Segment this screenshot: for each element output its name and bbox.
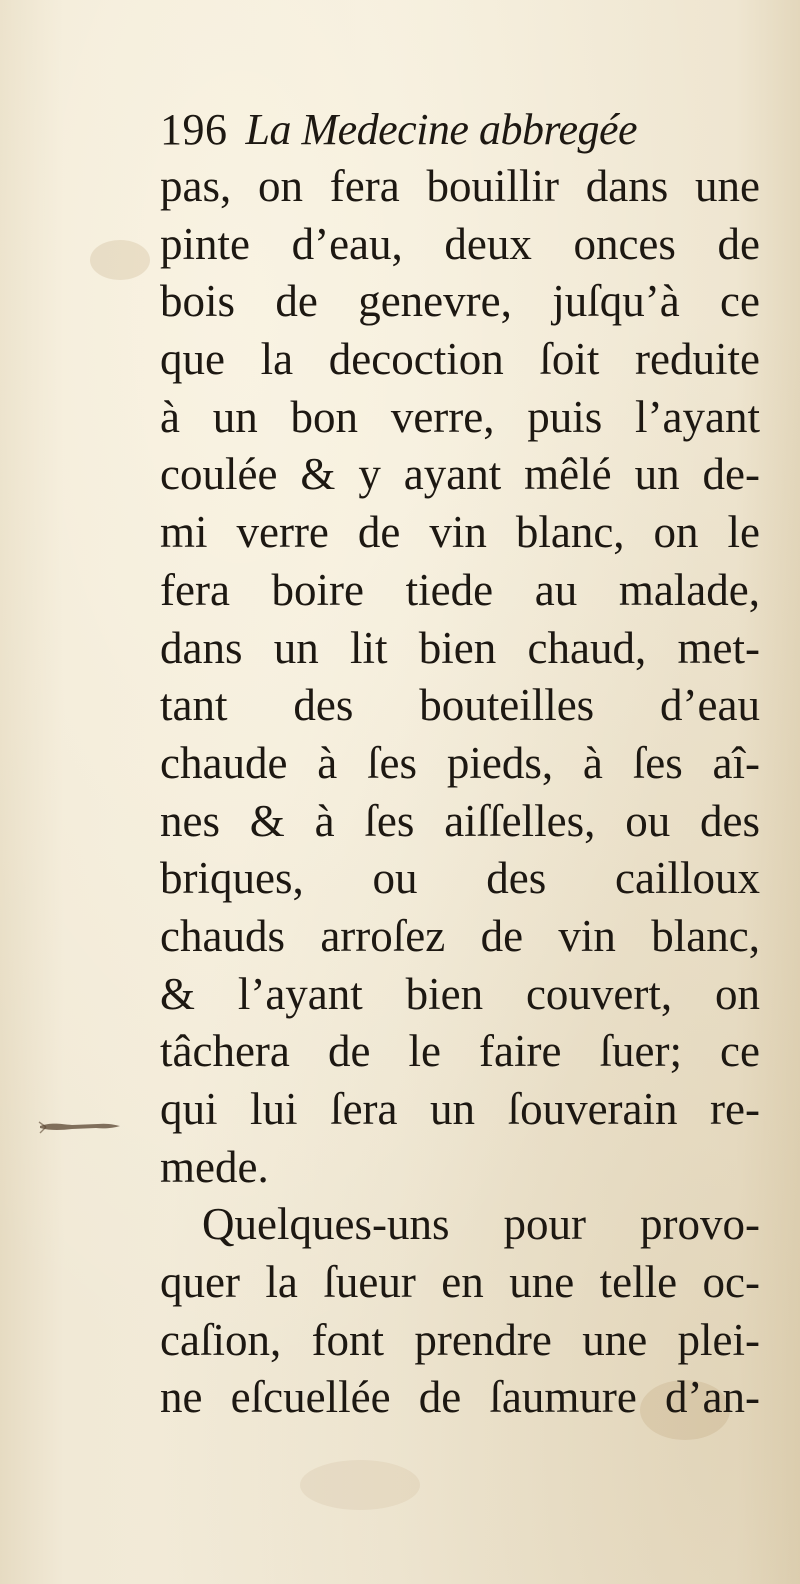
text-line: dans un lit bien chaud, met- (160, 622, 760, 673)
page-number: 196 (160, 105, 228, 154)
margin-pointer-mark (38, 1112, 122, 1142)
text-line: briques, ou des cailloux (160, 853, 760, 904)
text-line: coulée & y ayant mêlé un de- (160, 449, 760, 500)
text-line: chaude à ſes pieds, à ſes aî- (160, 737, 760, 788)
text-line: mi verre de vin blanc, on le (160, 507, 760, 558)
paper-stain (90, 240, 150, 280)
text-line: que la decoction ſoit reduite (160, 334, 760, 385)
text-line: & l’ayant bien couvert, on (160, 968, 760, 1019)
text-line: fera boire tiede au malade, (160, 564, 760, 615)
text-line: pas, on fera bouillir dans une (160, 161, 760, 211)
text-line: mede. (160, 1141, 269, 1192)
text-line: bois de genevre, juſqu’à ce (160, 276, 760, 327)
running-title: La Medecine abbregée (245, 105, 638, 154)
running-head (160, 100, 760, 160)
text-line: chauds arroſez de vin blanc, (160, 910, 760, 961)
text-line: caſion, font prendre une plei- (160, 1314, 760, 1365)
text-line: tant des bouteilles d’eau (160, 680, 760, 731)
text-line: ne eſcuellée de ſaumure d’an- (160, 1372, 760, 1423)
text-line: tâchera de le faire ſuer; ce (160, 1026, 760, 1077)
text-line: pinte d’eau, deux onces de (160, 218, 760, 269)
paper-stain (300, 1460, 420, 1510)
body-text (160, 158, 760, 1427)
text-line: Quelques-uns pour provo- (202, 1199, 760, 1250)
text-line: à un bon verre, puis l’ayant (160, 391, 760, 442)
text-line: nes & à ſes aiſſelles, ou des (160, 795, 760, 846)
text-line: qui lui ſera un ſouverain re- (160, 1084, 760, 1134)
text-line: quer la ſueur en une telle oc- (160, 1257, 760, 1308)
